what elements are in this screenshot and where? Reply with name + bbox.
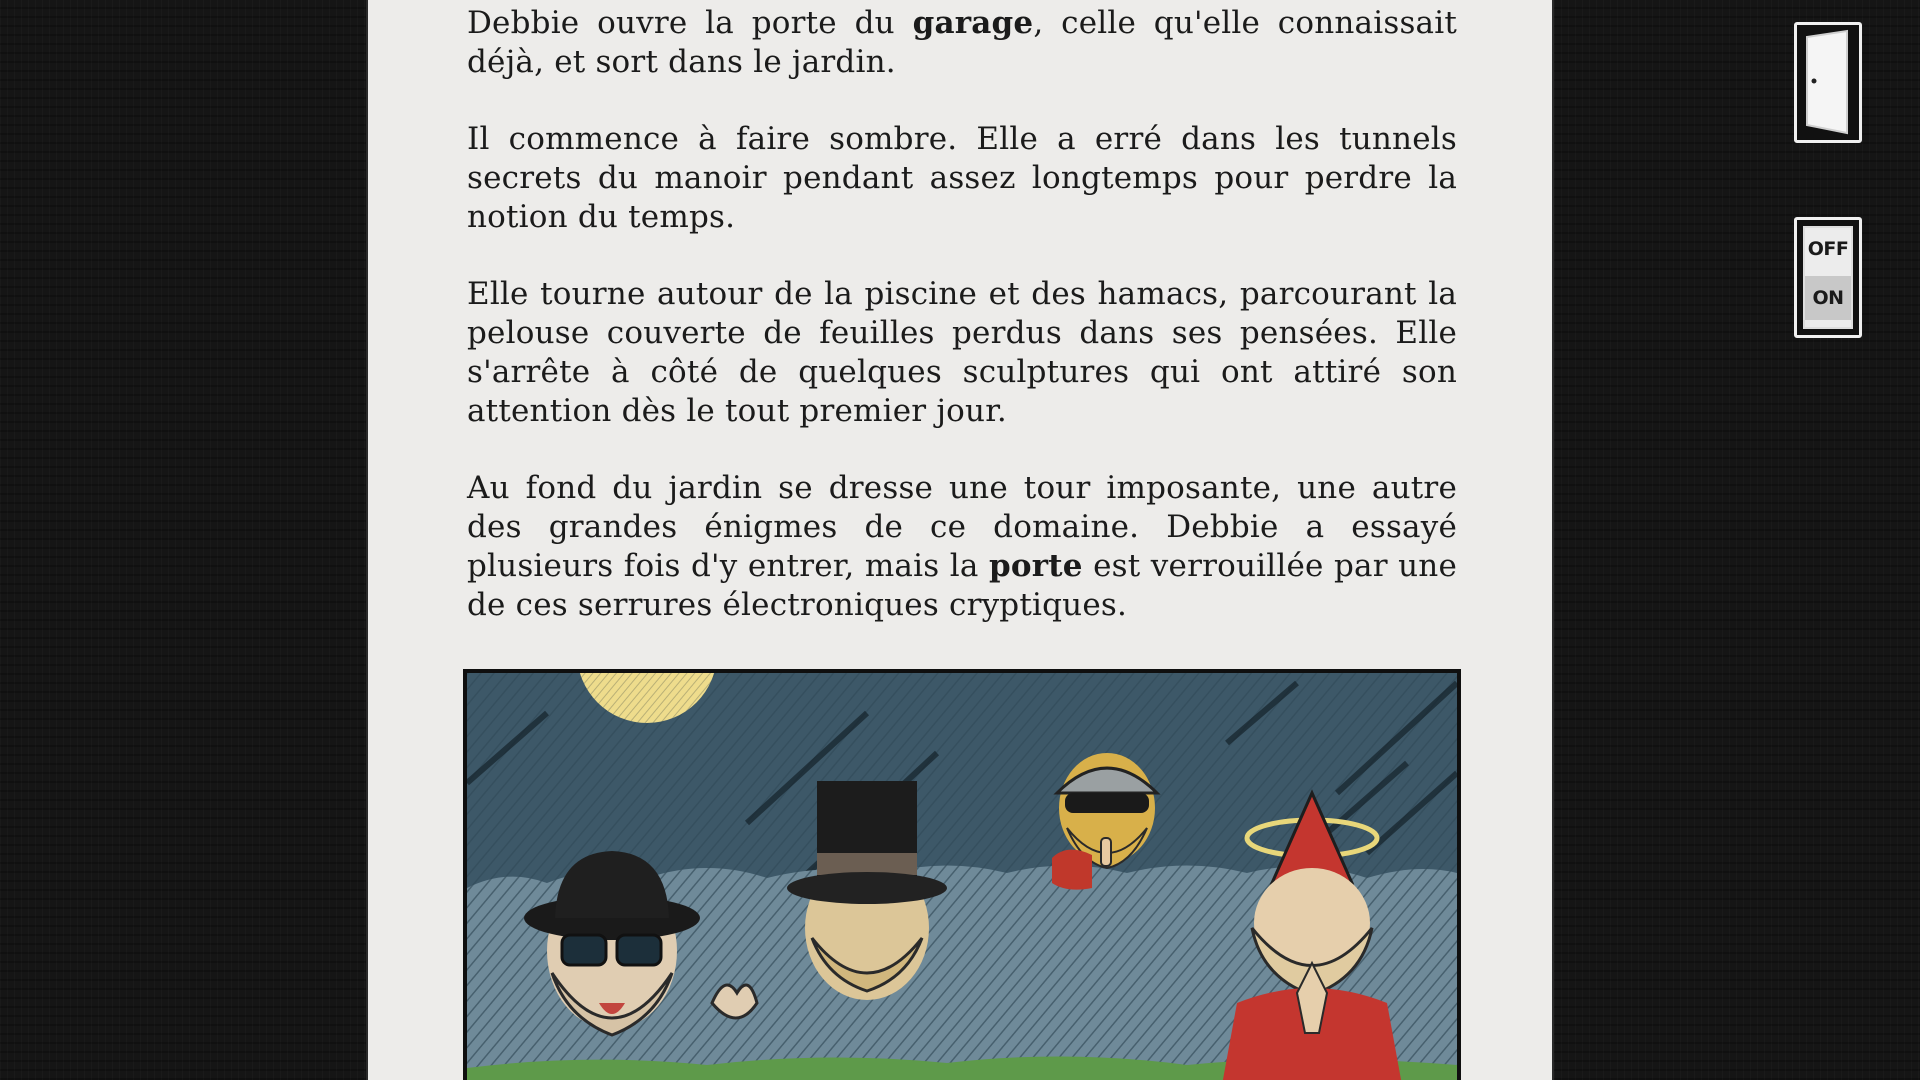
paragraph-3: Elle tourne autour de la piscine et des hamacs, parcourant la pelouse couverte de feuilles perdus dans ses pensées. Elle s'arrête à côté de quelques sculptures qui ont attiré son attention dès le tout premier jour. [467, 276, 1457, 429]
door-icon [1797, 25, 1859, 140]
story-page [366, 0, 1554, 1080]
toggle-switch [1803, 226, 1853, 329]
paragraph-4: Au fond du jardin se dresse une tour imposante, une autre des grandes énigmes de ce domaine. Debbie a essayé plusieurs fois d'y entrer, mais la porte est verrouillée par une de ces serrures électroniques cryptiques. [467, 470, 1457, 623]
gnomes-illustration-svg [467, 673, 1457, 1080]
gnomes-illustration [463, 669, 1461, 1080]
keyword-porte[interactable]: porte [988, 548, 1083, 584]
exit-door-button[interactable] [1794, 22, 1862, 143]
sound-toggle[interactable] [1794, 217, 1862, 338]
toggle-on-label: ON [1805, 276, 1851, 320]
paragraph-1: Debbie ouvre la porte du garage, celle qu'elle connaissait déjà, et sort dans le jardin. [467, 5, 1458, 80]
keyword-garage[interactable]: garage [912, 5, 1034, 41]
paragraph-2: Il commence à faire sombre. Elle a erré dans les tunnels secrets du manoir pendant assez longtemps pour perdre la notion du temps. [467, 121, 1457, 235]
story-text [467, 0, 1457, 663]
toggle-off-label: OFF [1807, 238, 1849, 260]
